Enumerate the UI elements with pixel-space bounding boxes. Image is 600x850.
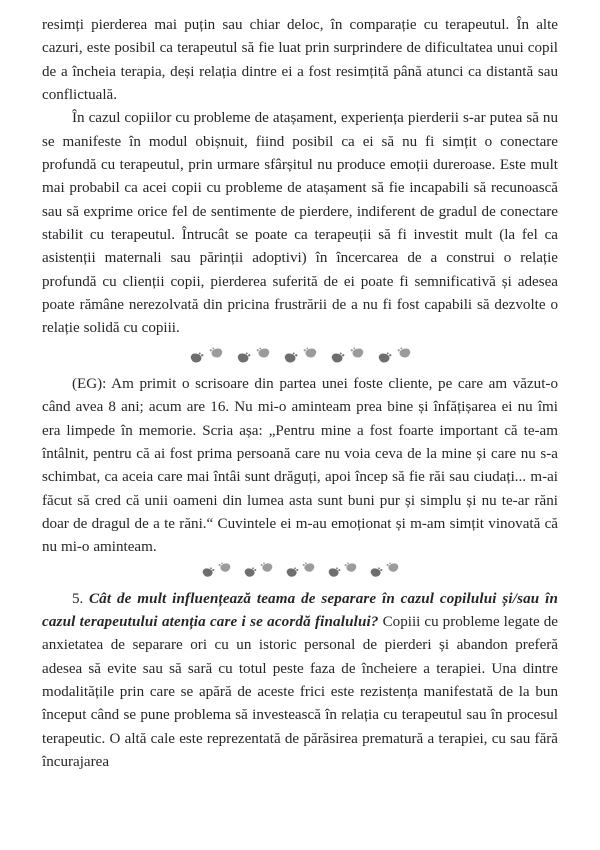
footprint-icon (330, 352, 345, 365)
footprint-pair (283, 352, 318, 365)
footprint-icon (260, 562, 274, 574)
footprint-icon (189, 352, 204, 365)
paragraph-question-5 (42, 588, 558, 775)
eg-text-before-quote: Am primit o scrisoare din partea unei foste cliente, pe care am văzut-o când avea 8 ani; acum are 16. Nu mi-o aminteam prea bine și înfățișarea ei nu îmi era limpede în memorie. Scria așa: (42, 375, 558, 439)
question-heading: Cât de mult influențează teama de separare în cazul copilului și/sau în cazul terapeutului atenția care i se acordă finalului? (42, 590, 558, 630)
footprint-icon (397, 347, 412, 360)
footprint-pair (285, 567, 316, 579)
paragraph-attachment-problems: În cazul copiilor cu probleme de atașament, experiența pierderii s-ar putea să nu se manifeste în modul obișnuit, fiind posibil ca ei să nu fi simțit o conectare profundă cu terapeutul, prin urmare sfârșitul nu produce emoții dureroase. Este mult mai probabil ca acei copii cu probleme de atașament să fie incapabili să recunoască sau să exprime orice fel de sentimente de pierdere, indiferent de gradul de conectare stabilit cu terapeutul. Întrucât se poate ca terapeuții să fi investit mult (la fel ca asistenții maternali sau părinții adoptivi) în încercarea de a construi o relație profundă cu clienții copii, pierderea suferită de ei poate fi semnificativă și adesea poate rămâne nerezolvată din pricina frustrării de a nu fi fost capabili să dezvolte o relație solidă cu copiii. (42, 110, 558, 337)
footprint-pair (189, 352, 224, 365)
footprints-divider-1 (42, 352, 558, 365)
quote-close-mark: “ (206, 515, 214, 532)
footprint-icon (327, 567, 341, 579)
text-column (42, 14, 558, 774)
footprints-row (189, 352, 412, 365)
footprint-icon (236, 352, 251, 365)
footprint-pair (201, 567, 232, 579)
footprint-icon (243, 567, 257, 579)
footprints-divider-2 (42, 567, 558, 579)
footprint-pair (330, 352, 365, 365)
footprint-icon (285, 567, 299, 579)
paragraph-eg-letter (42, 373, 558, 560)
footprint-icon (303, 347, 318, 360)
eg-quote-text: Pentru mine a fost foarte important că te-am întâlnit, pentru că ai fost prima persoană care nu voia ceva de la mine și care nu s-a schimbat, ca aceia care mai întâi sunt drăguți, apoi încep să fie răi sau ciudați... m-ai făcut să cred că unii oameni din lumea asta sunt buni pur și simplu și nu te-ar răni doar de dragul de a te răni. (42, 422, 558, 532)
footprint-pair (327, 567, 358, 579)
footprint-pair (236, 352, 271, 365)
quote-open-mark: „ (268, 422, 276, 439)
question-number: 5. (72, 590, 89, 607)
footprints-row (201, 567, 400, 579)
footprint-icon (283, 352, 298, 365)
footprint-icon (344, 562, 358, 574)
speaker-label: (EG): (72, 375, 107, 392)
footprint-icon (377, 352, 392, 365)
footprint-pair (243, 567, 274, 579)
eg-text-after-quote: Cuvintele ei m-au emoționat și m-am simțit vinovată că nu mi-o aminteam. (42, 515, 558, 556)
footprint-icon (201, 567, 215, 579)
footprint-pair (369, 567, 400, 579)
footprint-icon (256, 347, 271, 360)
paragraph-continued: resimți pierderea mai puțin sau chiar deloc, în comparație cu terapeutul. În alte cazuri, este posibil ca terapeutul să fie luat prin surprindere de dificultatea unui copil de a încheia terapia, deși relația dintre ei a fost resimțită până atunci ca distantă sau conflictuală. (42, 17, 558, 104)
footprint-icon (386, 562, 400, 574)
footprint-icon (218, 562, 232, 574)
footprint-icon (369, 567, 383, 579)
question-body-text: Copiii cu probleme legate de anxietatea de separare ori cu un istoric personal de pierderi și abandon preferă adesea să evite sau să sară cu totul peste faza de încheiere a terapiei. Una dintre modalitățile prin care se apără de aceste frici este rezistența manifestată de la bun început când se pune problema să investească în relația cu terapeutul sau în procesul terapeutic. O altă cale este reprezentată de părăsirea prematură a terapiei, cu sau fără încurajarea (42, 613, 558, 770)
footprint-pair (377, 352, 412, 365)
footprint-icon (302, 562, 316, 574)
footprint-icon (350, 347, 365, 360)
footprint-icon (209, 347, 224, 360)
